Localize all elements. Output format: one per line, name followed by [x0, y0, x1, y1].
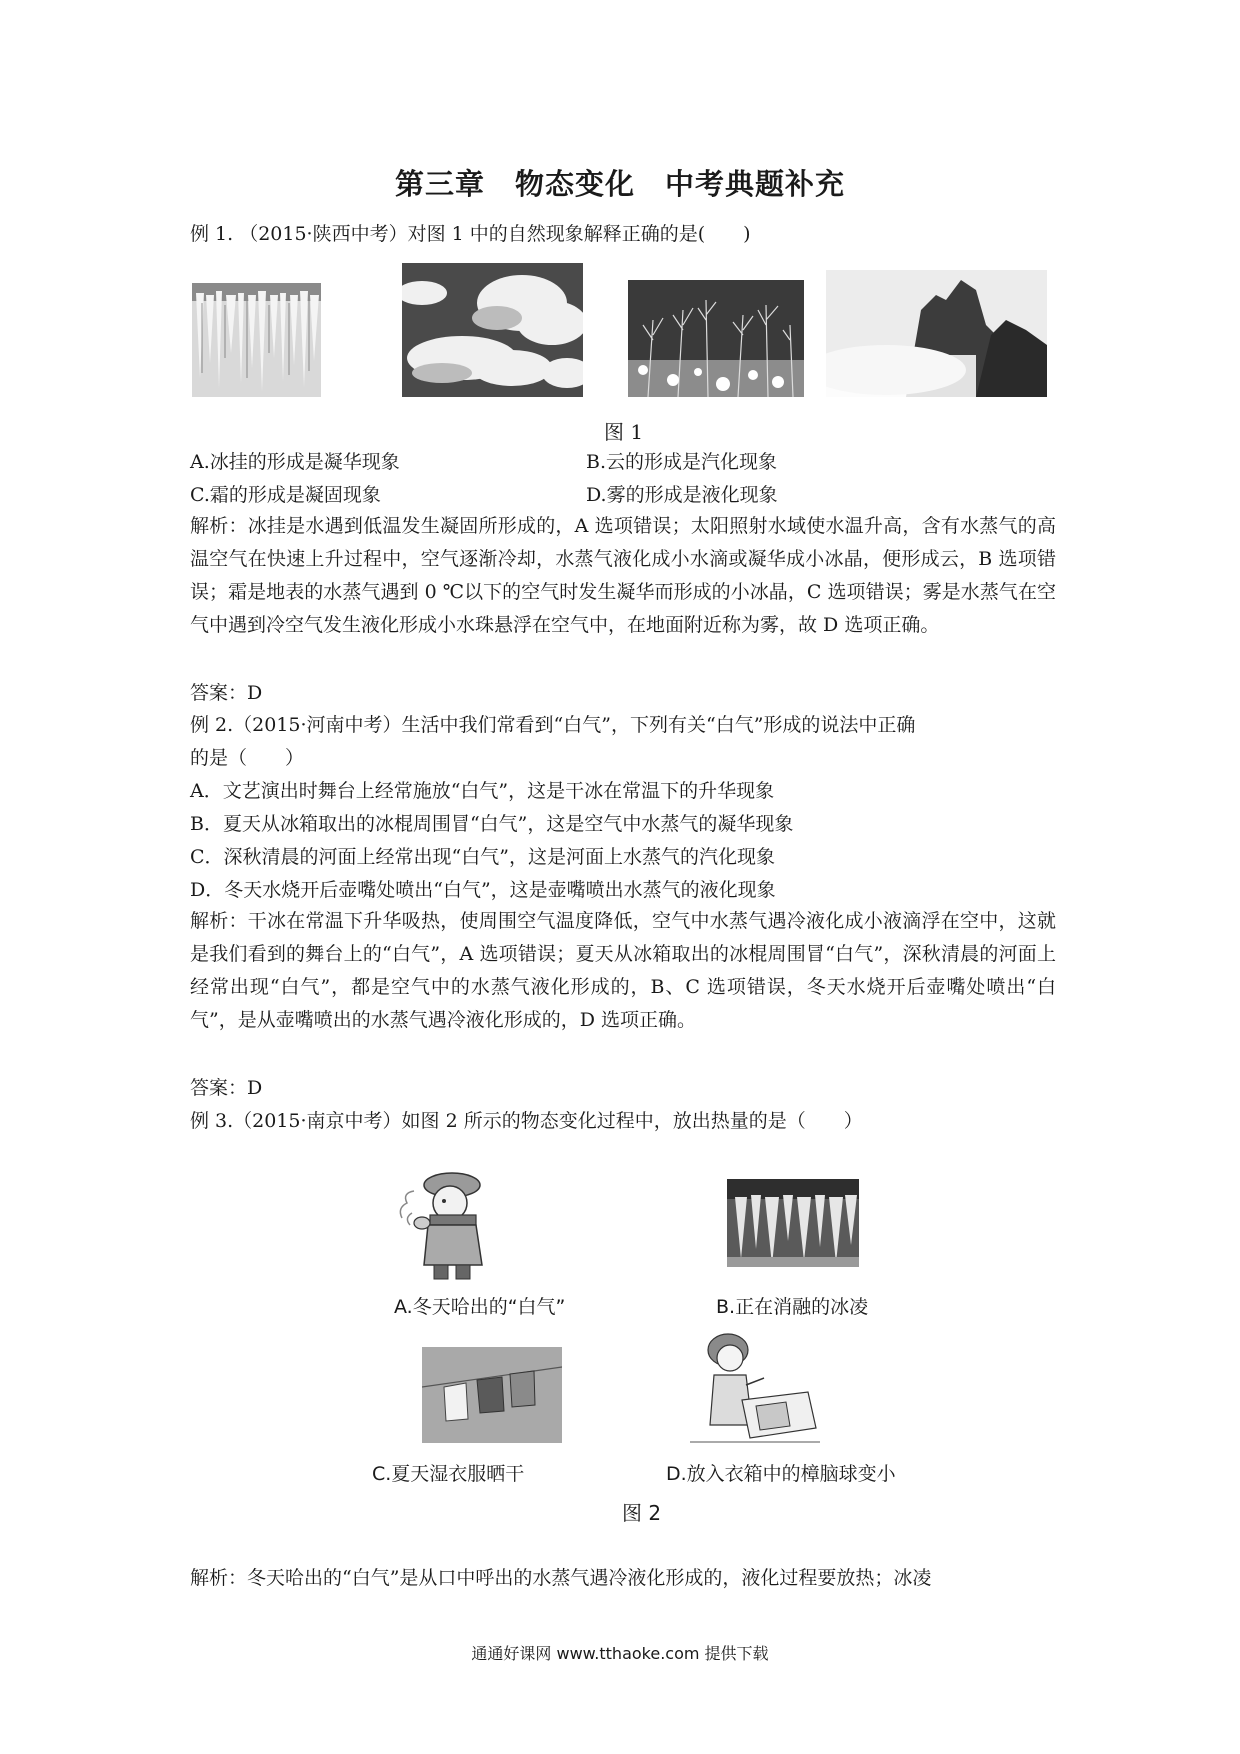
figure-2-caption-b: B.正在消融的冰凌	[716, 1296, 869, 1318]
example-2-analysis: 解析：干冰在常温下升华吸热，使周围空气温度降低，空气中水蒸气遇冷液化成小液滴浮在空中，这就是我们看到的舞台上的“白气”，A 选项错误；夏天从冰箱取出的冰棍周围冒“白气”，深秋清晨的河面上经常出现“白气”，都是空气中的水蒸气液化形成的，B、C 选项错误，冬天水烧开后壶嘴处喷出“白气”，是从壶嘴喷出的水蒸气遇冷液化形成的，D 选项正确。	[190, 910, 1056, 1031]
example-2-option-b: B．夏天从冰箱取出的冰棍周围冒“白气”，这是空气中水蒸气的凝华现象	[190, 813, 794, 835]
example-1-option-d: D.雾的形成是液化现象	[586, 484, 778, 506]
example-2-question-line1: 例 2.（2015·河南中考）生活中我们常看到“白气”，下列有关“白气”形成的说法中正确	[190, 714, 916, 736]
example-1-question: 例 1. （2015·陕西中考）对图 1 中的自然现象解释正确的是( )	[190, 223, 751, 245]
example-3-question: 例 3.（2015·南京中考）如图 2 所示的物态变化过程中，放出热量的是（ ）	[190, 1110, 863, 1132]
example-1-analysis: 解析：冰挂是水遇到低温发生凝固所形成的，A 选项错误；太阳照射水域使水温升高，含有水蒸气的高温空气在快速上升过程中，空气逐渐冷却，水蒸气液化成小水滴或凝华成小冰晶，便形成云，B 选项错误；霜是地表的水蒸气遇到 0 ℃以下的空气时发生凝华而形成的小冰晶，C 选项错误；雾是水蒸气在空气中遇到冷空气发生液化形成小水珠悬浮在空气中，在地面附近称为雾，故 D 选项正确。	[190, 515, 1056, 636]
melting-icicles-photo	[727, 1179, 859, 1267]
example-2-question-line2: 的是（ ）	[190, 747, 305, 769]
page-footer: 通通好课网 www.tthaoke.com 提供下载	[471, 1644, 769, 1663]
example-3-analysis: 解析：冬天哈出的“白气”是从口中呼出的水蒸气遇冷液化形成的，液化过程要放热；冰凌	[190, 1567, 932, 1589]
example-2-option-a: A．文艺演出时舞台上经常施放“白气”，这是干冰在常温下的升华现象	[190, 780, 775, 802]
boy-breathing-illustration	[392, 1163, 506, 1285]
example-1-option-b: B.云的形成是汽化现象	[586, 451, 778, 473]
page-title: 第三章 物态变化 中考典题补充	[394, 167, 845, 201]
clouds-photo	[402, 263, 583, 397]
figure-2-caption-c: C.夏天湿衣服晒干	[372, 1463, 525, 1485]
example-2-option-c: C．深秋清晨的河面上经常出现“白气”，这是河面上水蒸气的汽化现象	[190, 846, 775, 868]
fog-mountains-photo	[826, 270, 1047, 397]
frost-plants-photo	[628, 280, 804, 397]
icicles-photo	[192, 283, 321, 397]
example-2-option-d: D．冬天水烧开后壶嘴处喷出“白气”，这是壶嘴喷出水蒸气的液化现象	[190, 879, 776, 901]
figure-2-label: 图 2	[622, 1501, 662, 1525]
figure-2-caption-d: D.放入衣箱中的樟脑球变小	[666, 1463, 896, 1485]
example-2-answer: 答案：D	[190, 1077, 263, 1099]
example-1-option-c: C.霜的形成是凝固现象	[190, 484, 381, 506]
figure-2-caption-a: A.冬天哈出的“白气”	[394, 1296, 566, 1318]
example-1-option-a: A.冰挂的形成是凝华现象	[190, 451, 400, 473]
girl-wardrobe-illustration	[690, 1330, 820, 1445]
clothes-drying-photo	[422, 1347, 562, 1443]
figure-1-label: 图 1	[604, 420, 644, 444]
example-1-answer: 答案：D	[190, 682, 263, 704]
